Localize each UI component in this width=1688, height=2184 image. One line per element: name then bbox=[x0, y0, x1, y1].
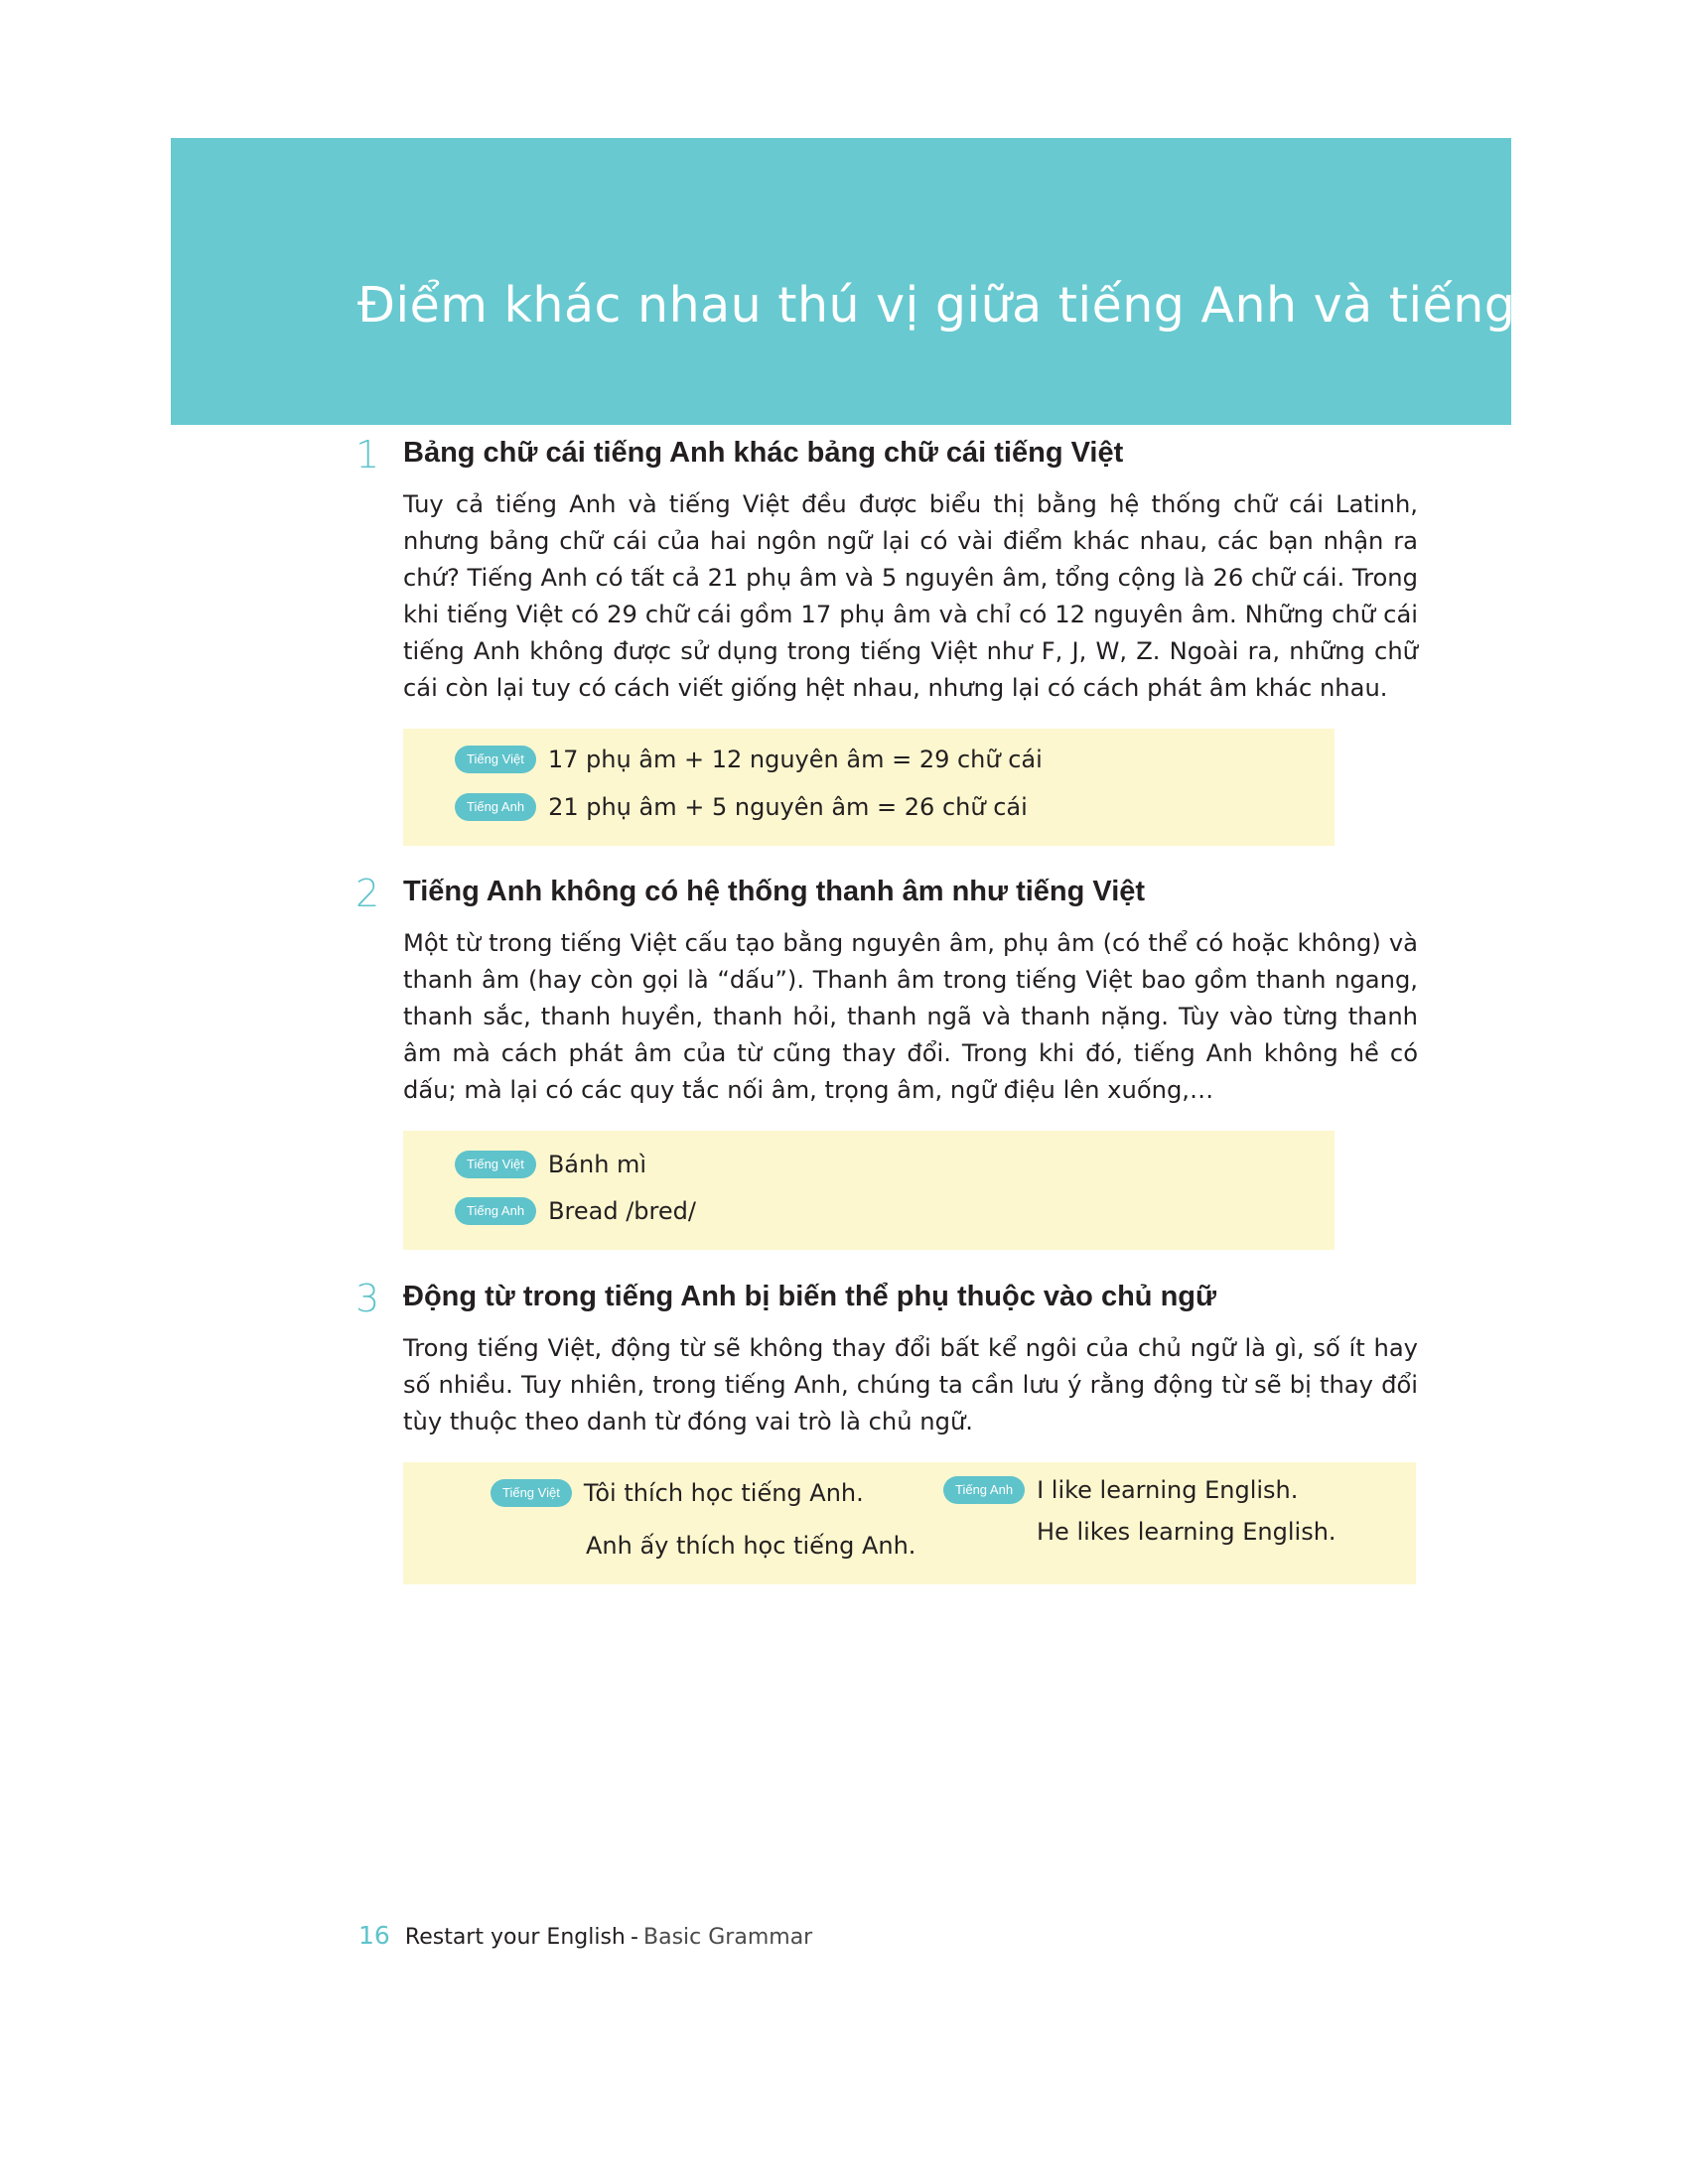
tag-english: Tiếng Anh bbox=[943, 1476, 1025, 1504]
section-body: Trong tiếng Việt, động từ sẽ không thay đổi bất kể ngôi của chủ ngữ là gì, số ít hay số nhiều. Tuy nhiên, trong tiếng Anh, chúng ta cần lưu ý rằng động từ sẽ bị thay đổi tùy thuộc theo danh từ đóng vai trò là chủ ngữ. bbox=[403, 1334, 1418, 1435]
example-text: Tôi thích học tiếng Anh. bbox=[583, 1479, 864, 1507]
example-row bbox=[943, 1476, 1298, 1504]
page-title: Điểm khác nhau thú vị giữa tiếng Anh và tiếng Việt bbox=[357, 277, 1628, 334]
page-number: 16 bbox=[358, 1921, 390, 1950]
title-banner bbox=[171, 138, 1628, 425]
section-body: Một từ trong tiếng Việt cấu tạo bằng nguyên âm, phụ âm (có thể có hoặc không) và thanh âm (hay còn gọi là “dấu”). Thanh âm trong tiếng Việt bao gồm thanh ngang, thanh sắc, thanh huyền, thanh hỏi, thanh ngã và thanh nặng. Tùy vào từng thanh âm mà cách phát âm của từ cũng thay đổi. Trong khi đó, tiếng Anh không hề có dấu; mà lại có các quy tắc nối âm, trọng âm, ngữ điệu lên xuống,… bbox=[403, 929, 1418, 1104]
book-subtitle: Basic Grammar bbox=[643, 1925, 813, 1950]
example-row bbox=[455, 746, 1043, 773]
tag-vietnamese: Tiếng Việt bbox=[455, 1151, 536, 1178]
example-row bbox=[455, 1151, 646, 1178]
tag-english: Tiếng Anh bbox=[455, 793, 536, 821]
example-row bbox=[491, 1479, 864, 1507]
section-number: 1 bbox=[355, 433, 380, 477]
section-number: 2 bbox=[355, 872, 380, 915]
example-text: Bread /bred/ bbox=[548, 1197, 696, 1225]
example-text: Bánh mì bbox=[547, 1151, 647, 1178]
example-text: I like learning English. bbox=[1037, 1476, 1299, 1504]
example-text: 21 phụ âm + 5 nguyên âm = 26 chữ cái bbox=[548, 793, 1028, 821]
example-text: Anh ấy thích học tiếng Anh. bbox=[586, 1532, 916, 1560]
section-title: Động từ trong tiếng Anh bị biến thể phụ thuộc vào chủ ngữ bbox=[403, 1281, 1216, 1312]
footer-separator: - bbox=[630, 1925, 638, 1950]
tag-vietnamese: Tiếng Việt bbox=[491, 1479, 572, 1507]
example-text: 17 phụ âm + 12 nguyên âm = 29 chữ cái bbox=[547, 746, 1043, 773]
section-title: Bảng chữ cái tiếng Anh khác bảng chữ cái tiếng Việt bbox=[403, 437, 1124, 469]
tag-vietnamese: Tiếng Việt bbox=[455, 746, 536, 773]
example-row bbox=[455, 793, 1028, 821]
example-box-2 bbox=[403, 1131, 1335, 1250]
tag-english: Tiếng Anh bbox=[455, 1197, 536, 1225]
page-footer bbox=[358, 1921, 812, 1950]
section-body: Tuy cả tiếng Anh và tiếng Việt đều được biểu thị bằng hệ thống chữ cái Latinh, nhưng bảng chữ cái của hai ngôn ngữ lại có vài điểm khác nhau, các bạn nhận ra chứ? Tiếng Anh có tất cả 21 phụ âm và 5 nguyên âm, tổng cộng là 26 chữ cái. Trong khi tiếng Việt có 29 chữ cái gồm 17 phụ âm và chỉ có 12 nguyên âm. Những chữ cái tiếng Anh không được sử dụng trong tiếng Việt như F, J, W, Z. Ngoài ra, những chữ cái còn lại tuy có cách viết giống hệt nhau, nhưng lại có cách phát âm khác nhau. bbox=[403, 490, 1418, 702]
example-box-1 bbox=[403, 729, 1335, 846]
section-number: 3 bbox=[355, 1277, 380, 1320]
example-box-3 bbox=[403, 1462, 1416, 1584]
section-title: Tiếng Anh không có hệ thống thanh âm như tiếng Việt bbox=[403, 876, 1146, 907]
example-text: He likes learning English. bbox=[1037, 1518, 1336, 1546]
book-title: Restart your English bbox=[404, 1925, 626, 1950]
example-row bbox=[455, 1197, 696, 1225]
